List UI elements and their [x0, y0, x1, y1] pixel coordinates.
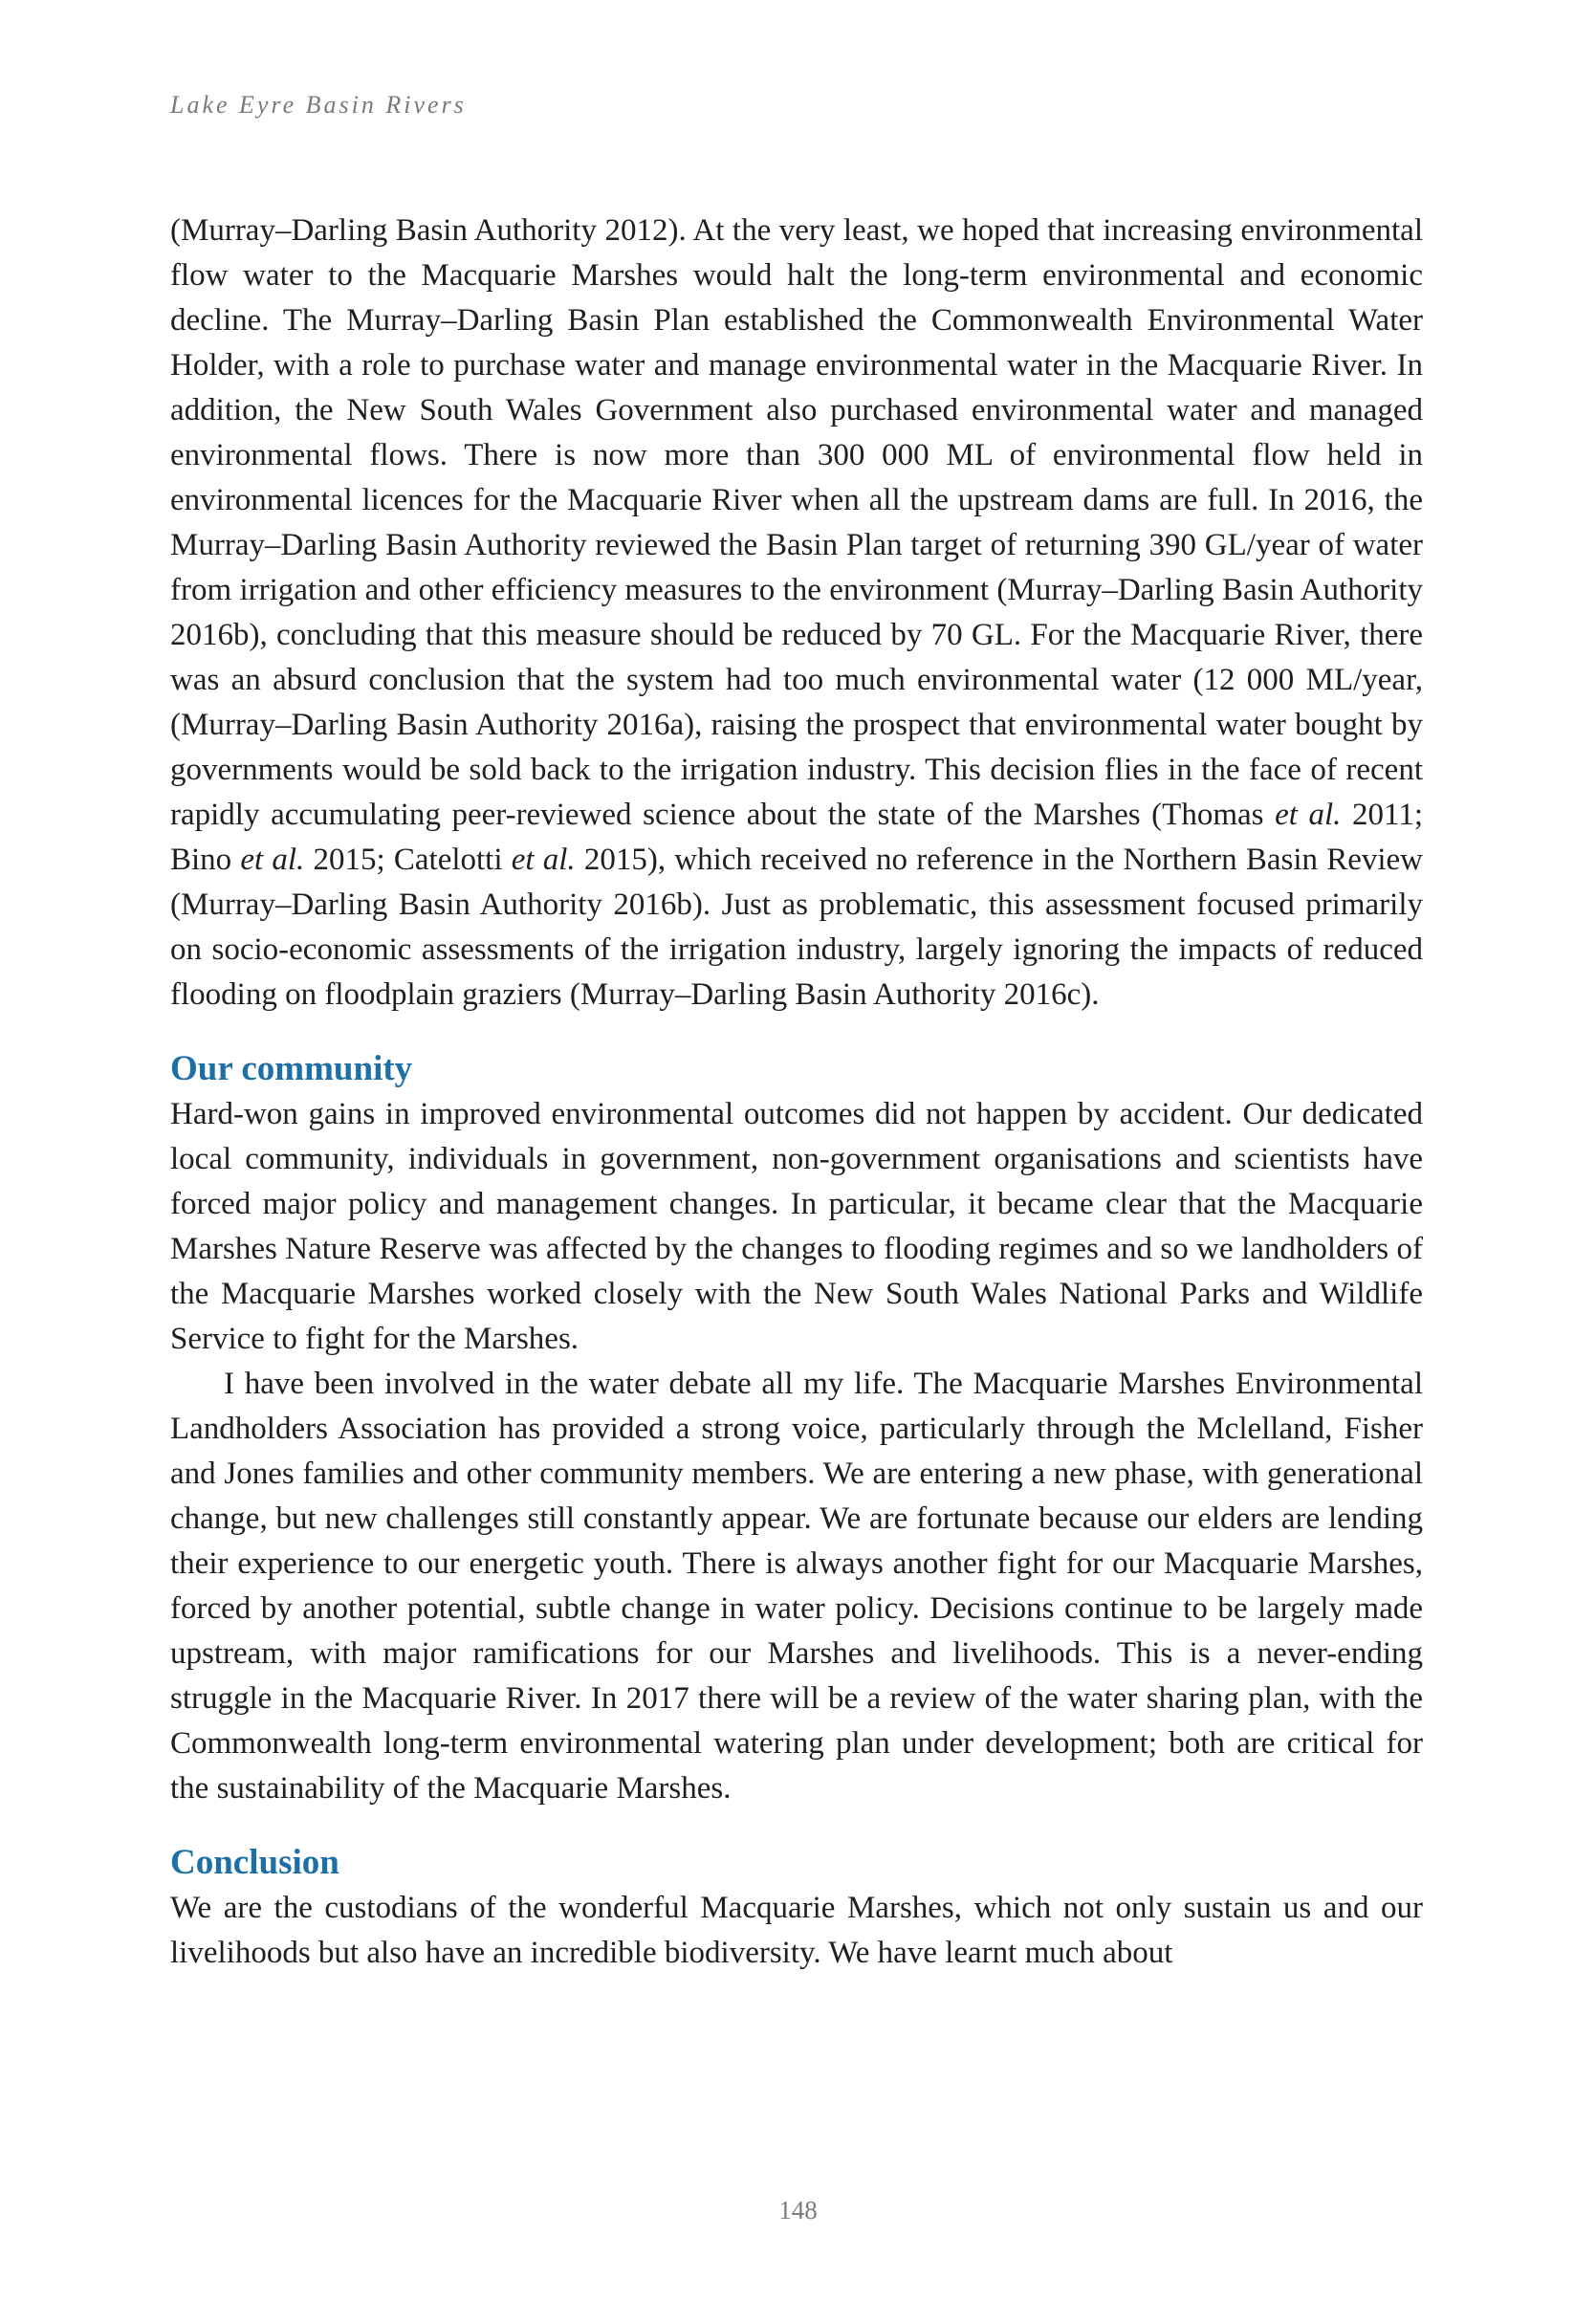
text-span: 2015; Catelotti — [304, 843, 512, 877]
section-heading-our-community: Our community — [170, 1049, 413, 1088]
italic-et-al: et al. — [511, 843, 576, 877]
text-span: 2011; Bino — [170, 798, 1423, 877]
paragraph-water-debate: I have been involved in the water debate all my life. The Macquarie Marshes Environmental Landholders Association has provided a strong voice, particularly through the Mclelland, Fisher and Jones families and other community members. We are entering a new phase, with generational change, but new challenges still constantly appear. We are fortunate because our elders are lending their experience to our energetic youth. There is always another fight for our Macquarie Marshes, forced by another potential, subtle change in water policy. Decisions continue to be largely made upstream, with major ramifications for our Marshes and livelihoods. This is a never-ending struggle in the Macquarie River. In 2017 there will be a review of the water sharing plan, with the Commonwealth long-term environmental watering plan under development; both are critical for the sustainability of the Macquarie Marshes. — [170, 1367, 1423, 1806]
running-header: Lake Eyre Basin Rivers — [170, 91, 467, 119]
text-span: (Murray–Darling Basin Authority 2012). At the very least, we hoped that increasing environmental flow water to the Macquarie Marshes would halt the long-term environmental and economic decline. The Murray–Darling Basin Plan established the Commonwealth Environmental Water Holder, with a role to purchase water and manage environmental water in the Macquarie River. In addition, the New South Wales Government also purchased environmental water and managed environmental flows. There is now more than 300 000 ML of environmental flow held in environmental licences for the Macquarie River when all the upstream dams are full. In 2016, the Murray–Darling Basin Authority reviewed the Basin Plan target of returning 390 GL/year of water from irrigation and other efficiency measures to the environment (Murray–Darling Basin Authority 2016b), concluding that this measure should be reduced by 70 GL. For the Macquarie River, there was an absurd conclusion that the system had too much environmental water (12 000 ML/year, (Murray–Darling Basin Authority 2016a), raising the prospect that environmental water bought by governments would be sold back to the irrigation industry. This decision flies in the face of recent rapidly accumulating peer-reviewed science about the state of the Marshes (Thomas — [170, 213, 1423, 832]
italic-et-al: et al. — [1275, 798, 1342, 832]
text-span: 2015), which received no reference in the Northern Basin Review (Murray–Darling Basin Authority 2016b). Just as problematic, this assessment focused primarily on socio-economic assessments of the irrigation industry, largely ignoring the impacts of reduced flooding on floodplain graziers (Murray–Darling Basin Authority 2016c). — [170, 843, 1424, 1012]
paragraph-environmental-flows — [170, 208, 1423, 1018]
section-heading-conclusion: Conclusion — [170, 1843, 339, 1882]
body-text — [170, 208, 1423, 1976]
italic-et-al: et al. — [240, 843, 305, 877]
page-number: 148 — [778, 2196, 818, 2224]
paragraph-community-gains: Hard-won gains in improved environmental outcomes did not happen by accident. Our dedicated local community, individuals in government, non-government organisations and scientists have forced major policy and management changes. In particular, it became clear that the Macquarie Marshes Nature Reserve was affected by the changes to flooding regimes and so we landholders of the Macquarie Marshes worked closely with the New South Wales National Parks and Wildlife Service to fight for the Marshes. — [170, 1097, 1423, 1356]
paragraph-conclusion: We are the custodians of the wonderful Macquarie Marshes, which not only sustain us and our livelihoods but also have an incredible biodiversity. We have learnt much about — [170, 1891, 1423, 1970]
